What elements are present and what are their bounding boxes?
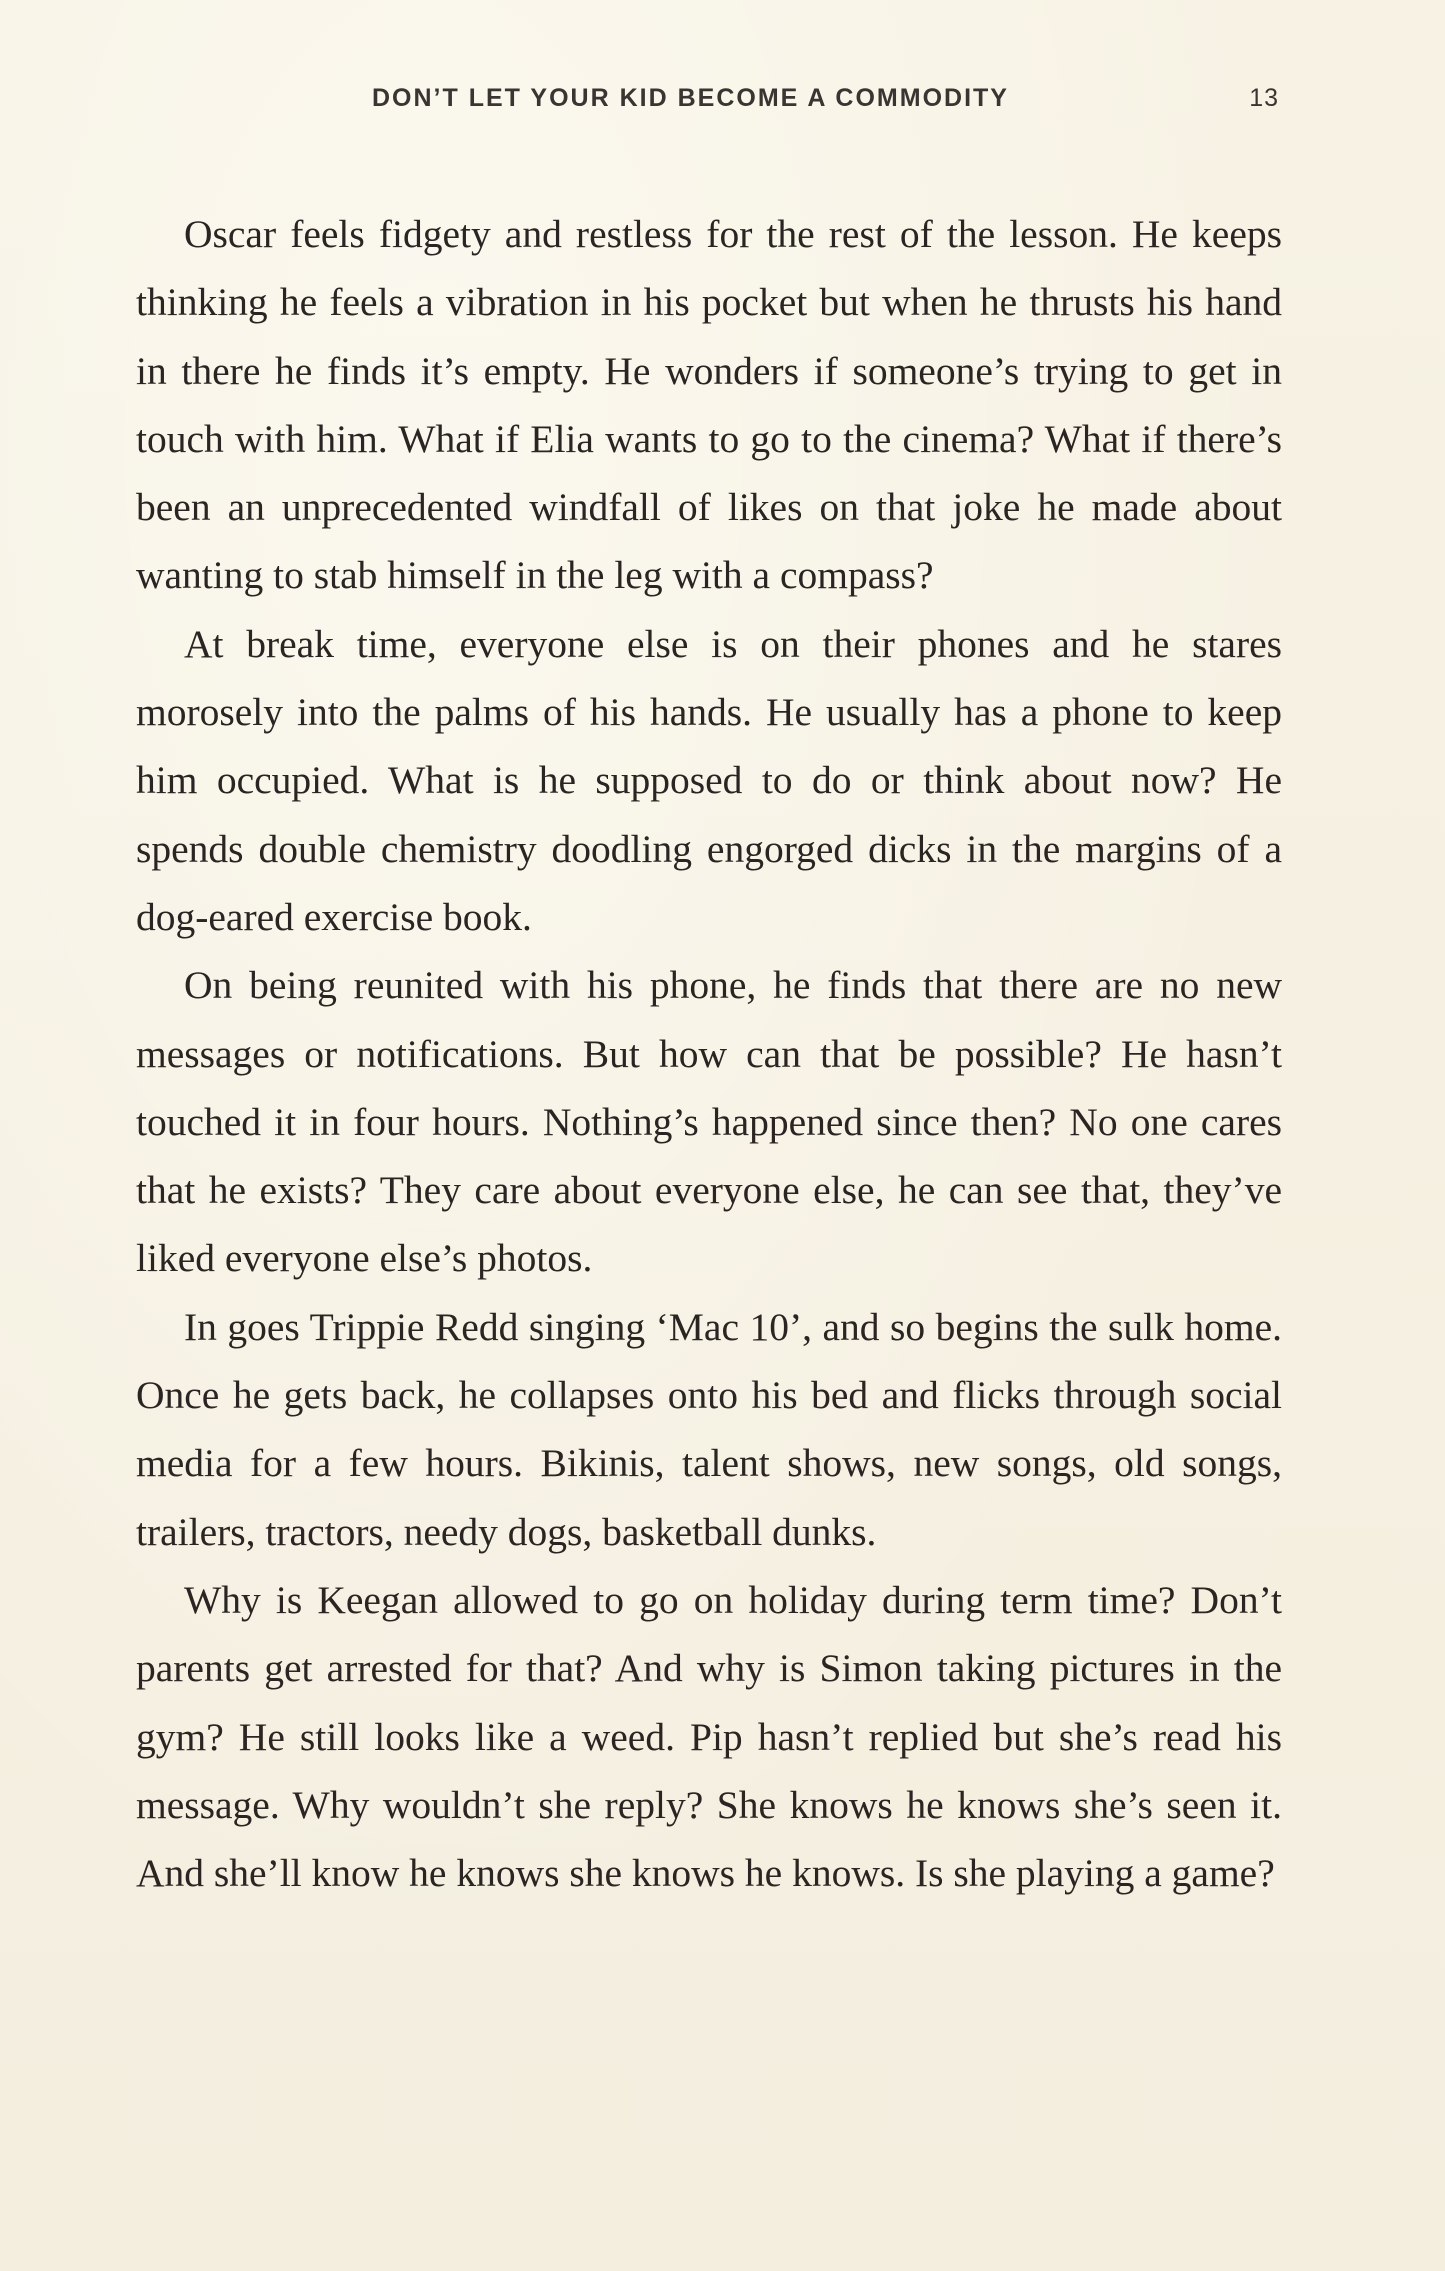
page-number: 13 xyxy=(1249,84,1279,112)
paragraph: Why is Keegan allowed to go on holiday during term time? Don’t parents get arrested for that? And why is Simon taking pictures in the gym? He still looks like a weed. Pip hasn’t replied but she’s read his message. Why wouldn’t she reply? She knows he knows she’s seen it. And she’ll know he knows she knows he knows. Is she playing a game? xyxy=(136,1577,1282,1896)
paragraph: Oscar feels fidgety and restless for the rest of the lesson. He keeps thinking he feels a vibration in his pocket but when he thrusts his hand in there he finds it’s empty. He wonders if someone’s trying to get in touch with him. What if Elia wants to go to the cinema? What if there’s been an unprecedented windfall of likes on that joke he made about wanting to stab himself in the leg with a compass? xyxy=(136,212,1282,598)
body-text xyxy=(136,200,1282,1907)
paragraph: On being reunited with his phone, he finds that there are no new messages or notifications. But how can that be possible? He hasn’t touched it in four hours. Nothing’s happened since then? No one cares that he exists? They care about everyone else, he can see that, they’ve liked everyone else’s photos. xyxy=(136,963,1282,1281)
paragraph: At break time, everyone else is on their phones and he stares morosely into the palms of his hands. He usually has a phone to keep him occupied. What is he supposed to do or think about now? He spends double chemistry doodling engorged dicks in the margins of a dog-eared exercise book. xyxy=(136,621,1282,939)
paragraph: In goes Trippie Redd singing ‘Mac 10’, and so begins the sulk home. Once he gets back, he collapses onto his bed and flicks through social media for a few hours. Bikinis, talent shows, new songs, old songs, trailers, tractors, needy dogs, basketball dunks. xyxy=(136,1304,1282,1554)
running-head: DON’T LET YOUR KID BECOME A COMMODITY xyxy=(372,84,1009,112)
